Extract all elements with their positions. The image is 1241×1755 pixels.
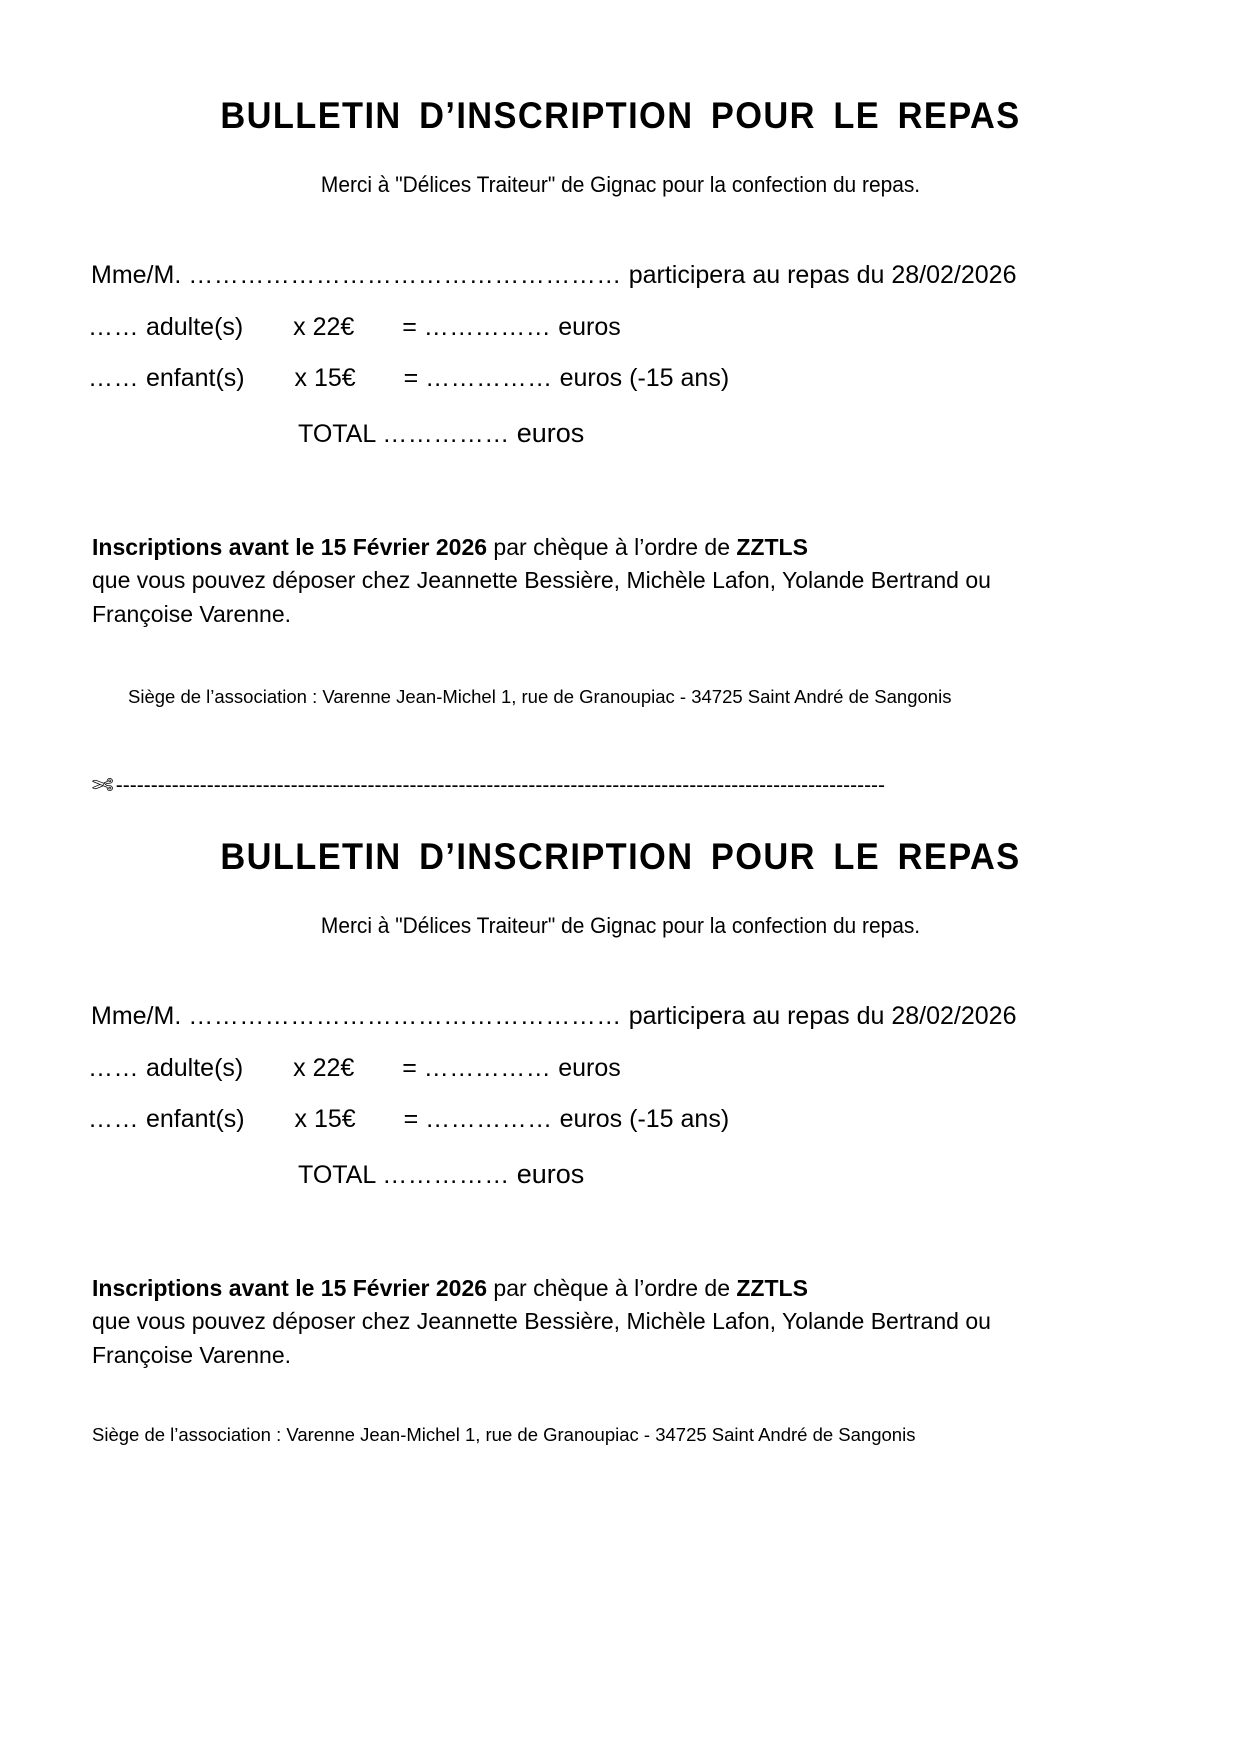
total-unit-1: euros <box>516 418 585 448</box>
child-amount-blank-2[interactable]: …………… <box>425 1105 553 1134</box>
total-unit-2: euros <box>516 1159 585 1190</box>
deadline-paragraph-2 <box>0 1272 1241 1372</box>
adult-price-2: 22€ <box>312 1054 355 1083</box>
name-line-2 <box>0 1002 1241 1031</box>
child-row-1 <box>0 364 1241 393</box>
child-equals-symbol-2: = <box>403 1105 419 1134</box>
adult-unit-1: euros <box>558 313 621 341</box>
deadline-bold-lead-2: Inscriptions avant le 15 Février 2026 <box>92 1275 488 1302</box>
adult-label-1: adulte(s) <box>145 313 244 341</box>
total-amount-blank-2[interactable]: …………… <box>382 1161 510 1190</box>
caterer-credit-1: Merci à "Délices Traiteur" de Gignac pour la confection du repas. <box>320 172 921 197</box>
adult-amount-blank-1[interactable]: …………… <box>423 313 552 341</box>
bulletin-copy-1 <box>0 0 1241 708</box>
total-row-1 <box>0 418 1241 449</box>
name-line-tail-2: participera au repas du 28/02/2026 <box>628 1002 1017 1031</box>
deadline-line-3-1: Françoise Varenne. <box>92 600 292 627</box>
adult-equals-symbol-1: = <box>402 313 417 341</box>
page-title-2: BULLETIN D’INSCRIPTION POUR LE REPAS <box>220 836 1021 878</box>
child-unit-1: euros <box>559 364 623 392</box>
deadline-line-2-2: que vous pouvez déposer chez Jeannette Bessière, Michèle Lafon, Yolande Bertrand ou <box>92 1308 991 1335</box>
name-line-dots-2[interactable]: …………………………………………… <box>188 1002 622 1031</box>
bulletin-copy-2 <box>0 800 1241 1446</box>
adult-label-2: adulte(s) <box>145 1054 244 1083</box>
adult-unit-2: euros <box>558 1054 621 1083</box>
deadline-middle-2: par chèque à l’ordre de <box>487 1275 737 1302</box>
name-line-label-2: Mme/M. <box>91 1002 182 1031</box>
scissors-icon: ✄ <box>92 770 114 801</box>
child-label-2: enfant(s) <box>145 1105 245 1134</box>
child-count-blank-1[interactable]: …… <box>88 364 139 392</box>
association-footer-1: Siège de l’association : Varenne Jean-Michel 1, rue de Granoupiac - 34725 Saint André de Sangonis <box>128 686 952 708</box>
caterer-credit-2: Merci à "Délices Traiteur" de Gignac pour la confection du repas. <box>320 913 921 939</box>
adult-times-symbol-1: x <box>293 313 306 341</box>
child-amount-blank-1[interactable]: …………… <box>425 364 553 392</box>
child-price-2: 15€ <box>313 1105 356 1134</box>
page-title-1: BULLETIN D’INSCRIPTION POUR LE REPAS <box>220 95 1021 136</box>
adult-amount-blank-2[interactable]: …………… <box>423 1054 552 1083</box>
deadline-line-2-1: que vous pouvez déposer chez Jeannette Bessière, Michèle Lafon, Yolande Bertrand ou <box>92 567 991 594</box>
child-age-note-1: (-15 ans) <box>629 364 730 392</box>
adult-times-symbol-2: x <box>293 1054 306 1083</box>
child-row-2 <box>0 1105 1241 1134</box>
child-count-blank-2[interactable]: …… <box>88 1105 139 1134</box>
total-amount-blank-1[interactable]: …………… <box>382 420 510 448</box>
payee-name-2: ZZTLS <box>736 1275 808 1302</box>
child-label-1: enfant(s) <box>145 364 245 392</box>
child-age-note-2: (-15 ans) <box>629 1105 730 1134</box>
adult-equals-symbol-2: = <box>402 1054 417 1083</box>
child-equals-symbol-1: = <box>403 364 419 392</box>
deadline-line-1-2 <box>92 1272 1241 1305</box>
adult-count-blank-1[interactable]: …… <box>88 313 139 341</box>
child-price-1: 15€ <box>313 364 356 392</box>
child-times-symbol-1: x <box>294 364 308 392</box>
association-footer-2: Siège de l’association : Varenne Jean-Michel 1, rue de Granoupiac - 34725 Saint André de Sangonis <box>92 1424 916 1446</box>
cut-line-dashes: -------------------------------------------------------------------------------------------------------------- <box>115 774 886 796</box>
name-line-dots-1[interactable]: …………………………………………… <box>188 261 622 289</box>
child-times-symbol-2: x <box>294 1105 308 1134</box>
total-row-2 <box>0 1159 1241 1190</box>
deadline-line-3-2: Françoise Varenne. <box>92 1341 292 1368</box>
payee-name-1: ZZTLS <box>736 534 808 560</box>
adult-row-2 <box>0 1054 1241 1083</box>
total-label-2: TOTAL <box>298 1161 376 1190</box>
deadline-line-1-1 <box>92 531 1241 564</box>
deadline-bold-lead-1: Inscriptions avant le 15 Février 2026 <box>92 534 488 560</box>
adult-row-1 <box>0 313 1241 342</box>
name-line-tail-1: participera au repas du 28/02/2026 <box>628 261 1017 289</box>
name-line-1 <box>0 261 1241 290</box>
adult-count-blank-2[interactable]: …… <box>88 1054 139 1083</box>
child-unit-2: euros <box>559 1105 623 1134</box>
deadline-middle-1: par chèque à l’ordre de <box>487 534 737 560</box>
deadline-paragraph-1 <box>0 531 1241 631</box>
total-label-1: TOTAL <box>298 420 376 448</box>
cut-line-divider <box>0 770 1241 800</box>
name-line-label-1: Mme/M. <box>91 261 182 289</box>
adult-price-1: 22€ <box>312 313 355 341</box>
